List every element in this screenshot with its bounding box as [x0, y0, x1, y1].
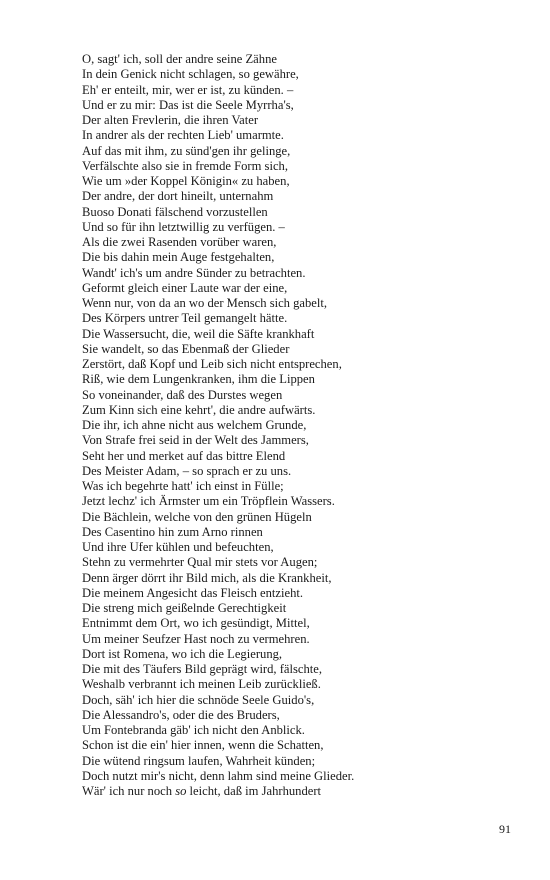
poem-line: Und so für ihn letztwillig zu verfügen. –: [82, 219, 285, 234]
poem-line: Auf das mit ihm, zu sünd'gen ihr gelinge,: [82, 143, 291, 158]
poem-line: Die mit des Täufers Bild geprägt wird, fälschte,: [82, 662, 323, 676]
poem-line: Verfälschte also sie in fremde Form sich,: [82, 158, 288, 173]
page-number: 91: [499, 822, 511, 836]
emphasized-word: so: [175, 784, 187, 798]
poem-line: O, sagt' ich, soll der andre seine Zähne: [82, 52, 277, 66]
poem-line: Eh' er enteilt, mir, wer er ist, zu künden. –: [82, 82, 294, 97]
poem-line: Wie um »der Koppel Königin« zu haben,: [82, 174, 290, 188]
poem-line: Zum Kinn sich eine kehrt', die andre aufwärts.: [82, 402, 316, 417]
poem-line: Die bis dahin mein Auge festgehalten,: [82, 250, 275, 265]
poem-line: In dein Genick nicht schlagen, so gewähre,: [82, 67, 299, 82]
poem-line: Buoso Donati fälschend vorzustellen: [82, 204, 268, 219]
poem-line-last: [82, 784, 522, 799]
poem-line: In andrer als der rechten Lieb' umarmte.: [82, 128, 284, 143]
poem-line: So voneinander, daß des Durstes wegen: [82, 387, 283, 402]
poem-line: Als die zwei Rasenden vorüber waren,: [82, 235, 277, 249]
poem-line: Die meinem Angesicht das Fleisch entzieht.: [82, 585, 304, 600]
poem-line: Zerstört, daß Kopf und Leib sich nicht entsprechen,: [82, 357, 342, 371]
poem-line: Die wütend ringsum laufen, Wahrheit künden;: [82, 753, 316, 768]
poem-line: Und er zu mir: Das ist die Seele Myrrha's,: [82, 97, 294, 112]
poem-line: Die Wassersucht, die, weil die Säfte krankhaft: [82, 326, 315, 341]
poem-line: Wenn nur, von da an wo der Mensch sich gabelt,: [82, 296, 328, 310]
poem-line: Doch nutzt mir's nicht, denn lahm sind meine Glieder.: [82, 768, 355, 783]
poem-line: Und ihre Ufer kühlen und befeuchten,: [82, 540, 274, 554]
poem-line: Um meiner Seufzer Hast noch zu vermehren.: [82, 631, 310, 646]
poem-line: Jetzt lechz' ich Ärmster um ein Tröpflein Wassers.: [82, 494, 335, 509]
poem-line: Um Fontebranda gäb' ich nicht den Anblick.: [82, 723, 305, 737]
poem-line: Denn ärger dörrt ihr Bild mich, als die Krankheit,: [82, 570, 332, 585]
poem-line: Schon ist die ein' hier innen, wenn die Schatten,: [82, 738, 324, 753]
poem-line: Der andre, der dort hineilt, unternahm: [82, 189, 274, 204]
poem-line-segment: Wär' ich nur noch: [82, 784, 176, 798]
poem-line: Was ich begehrte hatt' ich einst in Fülle;: [82, 479, 284, 493]
poem-line-segment: leicht, daß im Jahrhundert: [186, 784, 322, 798]
poem-line: Stehn zu vermehrter Qual mir stets vor Augen;: [82, 555, 318, 570]
poem-line: Entnimmt dem Ort, wo ich gesündigt, Mittel,: [82, 616, 310, 631]
poem-line: Doch, säh' ich hier die schnöde Seele Guido's,: [82, 692, 315, 707]
poem-line: Die ihr, ich ahne nicht aus welchem Grunde,: [82, 418, 307, 432]
poem-line: Die Alessandro's, oder die des Bruders,: [82, 707, 280, 722]
poem-line: Der alten Frevlerin, die ihren Vater: [82, 113, 259, 127]
poem-line: Des Casentino hin zum Arno rinnen: [82, 524, 263, 539]
poem-line: Wandt' ich's um andre Sünder zu betrachten.: [82, 265, 306, 280]
poem-line: Geformt gleich einer Laute war der eine,: [82, 280, 288, 295]
poem-line: Seht her und merket auf das bittre Elend: [82, 448, 286, 463]
poem-line: Die Bächlein, welche von den grünen Hügeln: [82, 509, 312, 524]
poem-line: Weshalb verbrannt ich meinen Leib zurückließ.: [82, 677, 321, 692]
poem-line: Von Strafe frei seid in der Welt des Jammers,: [82, 433, 309, 448]
poem-line: Sie wandelt, so das Ebenmaß der Glieder: [82, 341, 290, 356]
poem-line: Dort ist Romena, wo ich die Legierung,: [82, 646, 283, 661]
poem-line: Riß, wie dem Lungenkranken, ihm die Lippen: [82, 372, 315, 387]
poem-text: [82, 52, 522, 799]
poem-line: Die streng mich geißelnde Gerechtigkeit: [82, 601, 287, 615]
poem-line: Des Körpers untrer Teil gemangelt hätte.: [82, 311, 288, 326]
poem-line: Des Meister Adam, – so sprach er zu uns.: [82, 463, 292, 478]
